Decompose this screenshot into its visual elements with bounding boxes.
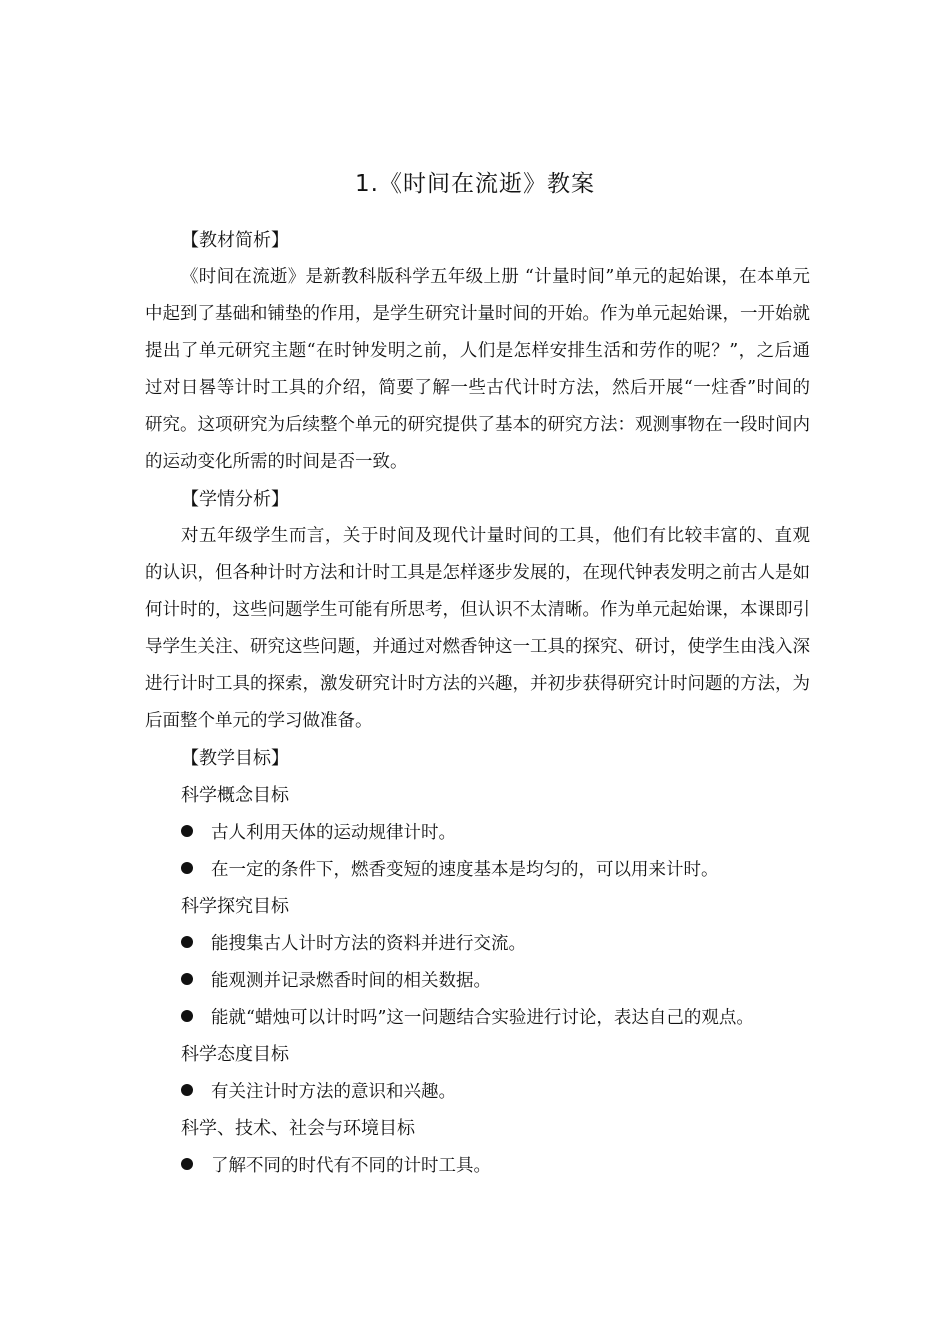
- bullet-dot-icon: [181, 825, 193, 837]
- document-body: [145, 222, 810, 1184]
- bullet-dot-icon: [181, 1010, 193, 1022]
- objective-text: 能观测并记录燃香时间的相关数据。: [211, 971, 491, 991]
- objective-bullet-item: [145, 962, 810, 999]
- objective-bullet-item: [145, 814, 810, 851]
- document-title: 1.《时间在流逝》教案: [355, 171, 595, 197]
- objective-text: 了解不同的时代有不同的计时工具。: [211, 1156, 491, 1176]
- objective-group-title: 科学探究目标: [181, 896, 289, 917]
- objective-text: 在一定的条件下，燃香变短的速度基本是均匀的，可以用来计时。: [211, 860, 719, 880]
- student-analysis-paragraph: 对五年级学生而言，关于时间及现代计量时间的工具，他们有比较丰富的、直观的认识，但各种计时方法和计时工具是怎样逐步发展的，在现代钟表发明之前古人是如何计时的，这些问题学生可能有所思考，但认识不太清晰。作为单元起始课，本课即引导学生关注、研究这些问题，并通过对燃香钟这一工具的探究、研讨，使学生由浅入深进行计时工具的探索，激发研究计时方法的兴趣，并初步获得研究计时问题的方法，为后面整个单元的学习做准备。: [145, 526, 810, 731]
- objective-bullet-item: [145, 1147, 810, 1184]
- objective-bullet-item: [145, 999, 810, 1036]
- objective-text: 能就“蜡烛可以计时吗”这一问题结合实验进行讨论，表达自己的观点。: [211, 1008, 754, 1028]
- section-heading-students: 【学情分析】: [181, 489, 289, 510]
- objective-bullet-item: [145, 925, 810, 962]
- section-heading-objectives: 【教学目标】: [181, 748, 289, 769]
- objective-text: 能搜集古人计时方法的资料并进行交流。: [211, 934, 526, 954]
- objective-group-title: 科学、技术、社会与环境目标: [181, 1118, 415, 1139]
- bullet-dot-icon: [181, 973, 193, 985]
- bullet-dot-icon: [181, 1158, 193, 1170]
- objective-text: 古人利用天体的运动规律计时。: [211, 823, 456, 843]
- section-heading-textbook: 【教材简析】: [181, 230, 289, 251]
- bullet-dot-icon: [181, 1084, 193, 1096]
- bullet-dot-icon: [181, 936, 193, 948]
- bullet-dot-icon: [181, 862, 193, 874]
- objective-bullet-item: [145, 1073, 810, 1110]
- objective-group-title: 科学态度目标: [181, 1044, 289, 1065]
- objective-group-title: 科学概念目标: [181, 785, 289, 806]
- objective-text: 有关注计时方法的意识和兴趣。: [211, 1082, 456, 1102]
- objective-bullet-item: [145, 851, 810, 888]
- textbook-analysis-paragraph: 《时间在流逝》是新教科版科学五年级上册 “计量时间”单元的起始课，在本单元中起到了基础和铺垫的作用，是学生研究计量时间的开始。作为单元起始课，一开始就提出了单元研究主题“在时钟发明之前，人们是怎样安排生活和劳作的呢？”，之后通过对日晷等计时工具的介绍，简要了解一些古代计时方法，然后开展“一炷香”时间的研究。这项研究为后续整个单元的研究提供了基本的研究方法：观测事物在一段时间内的运动变化所需的时间是否一致。: [145, 267, 810, 472]
